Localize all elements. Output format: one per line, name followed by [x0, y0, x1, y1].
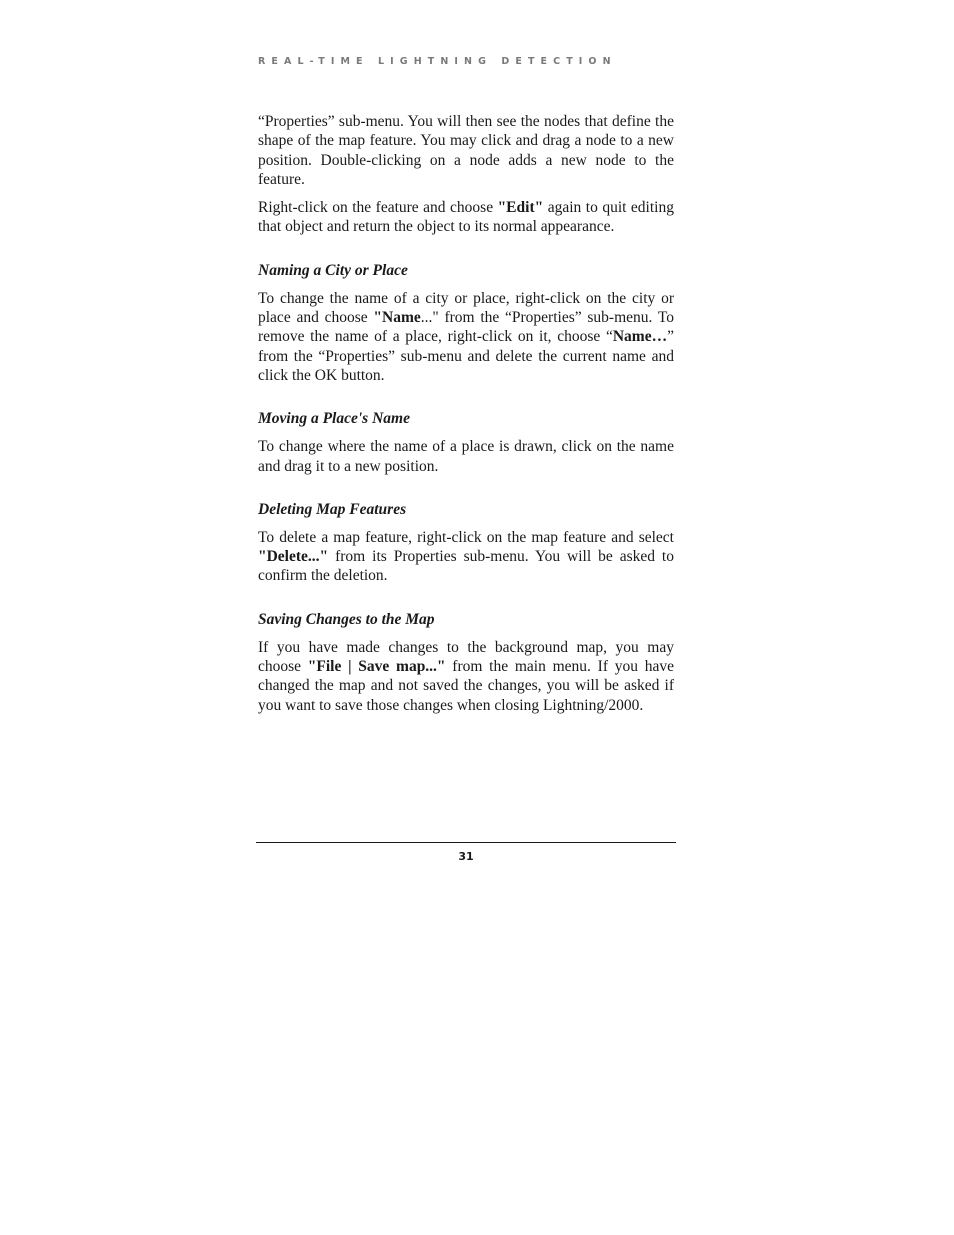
running-header: REAL-TIME LIGHTNING DETECTION [258, 56, 617, 67]
page-body [258, 112, 674, 724]
save-map-command: "File | Save map..." [307, 658, 446, 676]
footer-rule [256, 842, 676, 843]
naming-paragraph [258, 289, 674, 385]
page-number: 31 [458, 850, 474, 863]
saving-text-2: from the main menu. If you have changed the map and not saved the changes, you will be asked if you want to save those changes when closing Lightning/2000. [258, 658, 674, 714]
intro-paragraph-1: “Properties” sub-menu. You will then see the nodes that define the shape of the map feature. You may click and drag a node to a new position. Double-clicking on a node adds a new node to the feature. [258, 113, 674, 188]
saving-text-1: If you have made changes to the background map, you may choose [258, 638, 674, 676]
name-command: "Name [373, 309, 421, 327]
intro-text-b: again to quit editing that object and return the object to its normal appearance. [258, 199, 674, 236]
edit-command: "Edit" [497, 199, 544, 217]
moving-paragraph: To change where the name of a place is drawn, click on the name and drag it to a new position. [258, 438, 674, 475]
saving-paragraph [258, 638, 674, 715]
deleting-paragraph [258, 528, 674, 586]
naming-text-1: To change the name of a city or place, right-click on the city or place and choose [258, 289, 674, 327]
delete-command: "Delete..." [258, 548, 329, 566]
deleting-heading: Deleting Map Features [258, 500, 407, 518]
name-command-2: Name… [612, 328, 668, 346]
deleting-text-1: To delete a map feature, right-click on the map feature and select [258, 528, 674, 546]
naming-heading: Naming a City or Place [258, 261, 408, 279]
moving-heading: Moving a Place's Name [258, 410, 410, 428]
intro-paragraph-2 [258, 198, 674, 237]
saving-heading: Saving Changes to the Map [258, 610, 435, 628]
intro-text-a: Right-click on the feature and choose [258, 199, 498, 217]
deleting-text-2: from its Properties sub-menu. You will be asked to confirm the deletion. [258, 548, 674, 585]
naming-text-3: ” from the “Properties” sub-menu and delete the current name and click the OK button. [258, 328, 674, 384]
naming-text-2: ..." from the “Properties” sub-menu. To remove the name of a place, right-click on it, choose “ [258, 309, 674, 346]
